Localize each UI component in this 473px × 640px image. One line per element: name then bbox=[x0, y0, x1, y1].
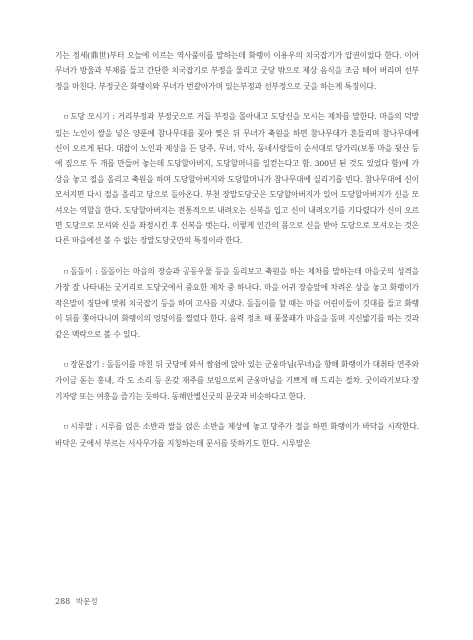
paragraph-5 bbox=[55, 419, 419, 451]
page-footer bbox=[55, 596, 98, 607]
paragraph-2 bbox=[55, 109, 419, 249]
paragraph-4 bbox=[55, 357, 419, 404]
paragraph-text: 도당 모시기 : 거리부정과 부정굿으로 거듭 부정을 몰아내고 도당신을 모시는 제차를 말한다. 마을의 덕망 있는 노인이 쌀을 넣은 양푼에 참나무대를 꽂아 찢은 뒤 무녀가 축원을 하면 참나무대가 흔들리며 참나무대에 신이 오르게 된다. 대잡이 노인과 제상을 든 당주, 무녀, 악사, 동네사람들이 순서대로 당가리(보통 마을 뒷산 등에 짚으로 두 개를 만들어 놓는데 도당할아버지, 도당할머니를 일컫는다고 함. 300년 된 것도 있었다 함)에 가 상을 놓고 절을 올리고 축원을 하며 도당할아버지와 도당할머니가 참나무대에 실리기를 빈다. 참나무대에 신이 모셔지면 다시 절을 올리고 당으로 돌아온다. 부천 장말도당굿은 도당할아버지가 있어 도당할아버지가 신을 모셔오는 역할을 한다. 도당할아버지는 전통적으로 내려오는 신복을 입고 신이 내려오기를 기다렸다가 신이 오르면 도당으로 모셔와 신을 좌정시킨 후 신복을 벗는다. 이렇게 인간의 몸으로 신을 받아 도당으로 모셔오는 것은 다른 마을에선 볼 수 없는 장말도당굿만의 특징이라 한다. bbox=[55, 112, 419, 246]
page-number: 288 bbox=[55, 597, 71, 606]
paragraph-3 bbox=[55, 264, 419, 342]
bullet-marker: ㅁ bbox=[63, 360, 70, 369]
bullet-marker: ㅁ bbox=[63, 423, 70, 432]
paragraph-text: 돌돌이 : 돌돌이는 마을의 장승과 공동우물 등을 돌리보고 축원을 하는 제차를 말하는데 마을굿의 성격을 가장 잘 나타내는 굿거리로 도당굿에서 중요한 제차 중 하나다. 마을 어귀 장승앞에 차려온 상을 놓고 화랭이가 작은말이 징단에 맞춰 치국잡기 등을 하며 고사를 지냈다. 돌돌이를 할 때는 마을 어린이들이 깃대를 들고 화랭이 뒤를 쫓아다니며 화랭이의 엉덩이를 찔렀다 한다. 음력 정초 때 풍물패가 마을을 돌며 지신밟기를 하는 것과 같은 맥락으로 볼 수 있다. bbox=[55, 266, 419, 339]
paragraph-text: 기는 정세(鼎世)부터 오늘에 이르는 역사풀이를 말하는데 화랭이 이용우의 치국잡기가 압권이었다 한다. 이어 무녀가 방울과 부채를 들고 간단한 치국잡기로 부정을 물리고 굿당 밖으로 제상 음식을 조금 떼어 버리며 선부정을 마친다. 부정굿은 화랭이와 무녀가 번갈아가며 있는부정과 선부정으로 굿을 하는게 특징이다. bbox=[55, 51, 419, 91]
body-text bbox=[55, 48, 419, 466]
bullet-marker: ㅁ bbox=[63, 113, 70, 122]
paragraph-text: 장문잡기 : 돌돌이를 마친 뒤 굿당에 와서 쌈쉼에 앉아 있는 군웅마님(무녀)을 향해 화랭이가 대취타 연주와 가이금 돋는 홍내, 각 도 소리 등 온갖 재주를 보임으로써 군웅마님을 기쁘게 해 드리는 절차. 굿이라기보다 장기자랑 또는 여흥을 즐기는 듯하다. 동해안별신굿의 문굿과 비슷하다고 한다. bbox=[55, 359, 419, 401]
paragraph-text: 시루말 : 시루를 얹은 소반과 쌀을 얹은 소반을 제상에 놓고 당주가 절을 하면 화랭이가 바닥을 시작한다. 바닥은 굿에서 부르는 서사무가를 지칭하는데 문서를 뜻하기도 한다. 시루말은 bbox=[55, 422, 419, 448]
bullet-marker: ㅁ bbox=[63, 267, 70, 276]
author-name: 박문정 bbox=[75, 597, 98, 606]
paragraph-1 bbox=[55, 48, 419, 94]
